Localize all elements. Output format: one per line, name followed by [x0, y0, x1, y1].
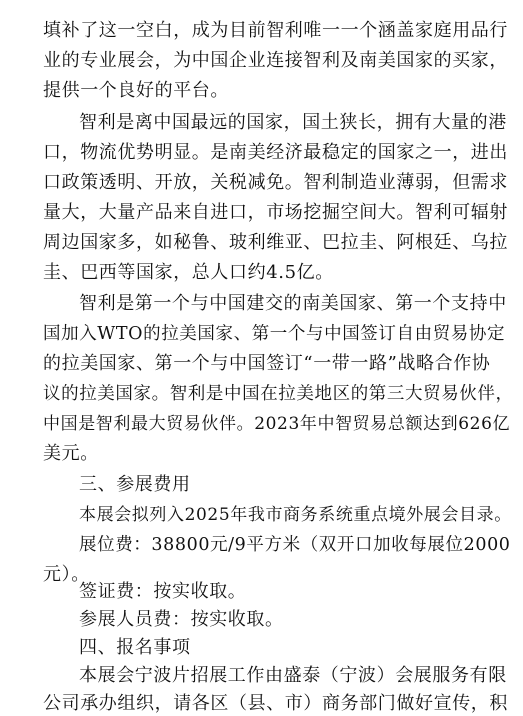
- text-line: 议的拉美国家。智利是中国在拉美地区的第三大贸易伙伴，: [43, 384, 514, 404]
- text-line: 量大，大量产品来自进口，市场挖掘空间大。智利可辐射: [43, 202, 508, 223]
- text-line: 参展人员费：按实收取。: [79, 609, 284, 630]
- text-line: 展位费：38800元/9平方米（双开口加收每展位2000: [79, 535, 511, 555]
- text-line: 填补了这一空白，成为目前智利唯一一个涵盖家庭用品行: [43, 20, 508, 41]
- section-heading: 三、参展费用: [79, 474, 191, 495]
- text-line: 智利是离中国最远的国家，国土狭长，拥有大量的港: [79, 112, 507, 133]
- text-line: 圭、巴西等国家，总人口约4.5亿。: [43, 262, 334, 283]
- text-line: 美元。: [43, 443, 99, 464]
- text-line: 业的专业展会，为中国企业连接智利及南美国家的买家，: [43, 50, 508, 71]
- text-line: 提供一个良好的平台。: [43, 80, 229, 101]
- text-line: 元）。: [43, 564, 90, 585]
- text-line: 国加入WTO的拉美国家、第一个与中国签订自由贸易协定: [43, 324, 506, 344]
- text-line: 签证费：按实收取。: [79, 581, 247, 602]
- section-heading: 四、报名事项: [79, 637, 191, 658]
- text-line: 口政策透明、开放，关税减免。智利制造业薄弱，但需求: [43, 172, 508, 193]
- text-line: 本展会拟列入2025年我市商务系统重点境外展会目录。: [79, 505, 512, 525]
- text-line: 的拉美国家、第一个与中国签订“一带一路”战略合作协: [43, 353, 491, 374]
- text-line: 本展会宁波片招展工作由盛泰（宁波）会展服务有限: [79, 665, 507, 686]
- text-line: 智利是第一个与中国建交的南美国家、第一个支持中: [79, 293, 507, 314]
- text-line: 中国是智利最大贸易伙伴。2023年中智贸易总额达到626亿: [43, 414, 511, 434]
- text-line: 口，物流优势明显。是南美经济最稳定的国家之一，进出: [43, 142, 508, 163]
- text-line: 公司承办组织，请各区（县、市）商务部门做好宣传，积: [43, 693, 508, 714]
- text-line: 周边国家多，如秘鲁、玻利维亚、巴拉圭、阿根廷、乌拉: [43, 232, 508, 253]
